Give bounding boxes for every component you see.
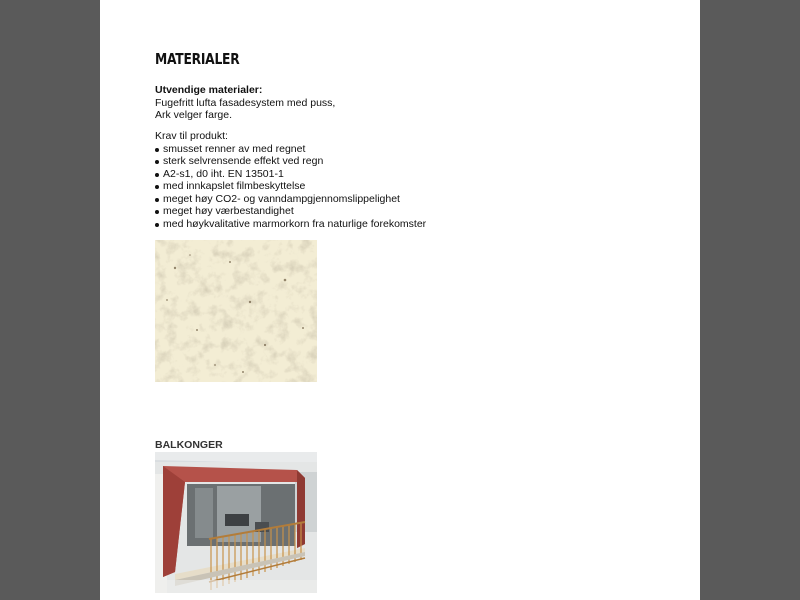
requirements-list-item: A2-s1, d0 iht. EN 13501-1 <box>155 168 426 181</box>
plaster-texture-graphic <box>155 240 317 382</box>
plaster-texture-image <box>155 240 317 382</box>
requirements-list-item: meget høy værbestandighet <box>155 205 426 218</box>
requirements-list-item: med innkapslet filmbeskyttelse <box>155 180 426 193</box>
requirements-list <box>155 143 426 231</box>
page-title: MATERIALER <box>155 50 240 68</box>
exterior-materials-line: Fugefritt lufta fasadesystem med puss, <box>155 96 336 109</box>
balcony-render-graphic <box>155 452 317 593</box>
requirements-block <box>155 130 426 230</box>
requirements-list-item: sterk selvrensende effekt ved regn <box>155 155 426 168</box>
requirements-list-item: meget høy CO2- og vanndampgjennomslippelighet <box>155 193 426 206</box>
document-page <box>100 0 700 600</box>
requirements-list-item: smusset renner av med regnet <box>155 143 426 156</box>
exterior-materials-block <box>155 84 335 122</box>
balcony-render-image <box>155 452 317 593</box>
requirements-list-item: med høykvalitative marmorkorn fra naturlige forekomster <box>155 218 426 231</box>
exterior-materials-line: Ark velger farge. <box>155 109 233 121</box>
requirements-heading: Krav til produkt: <box>155 130 228 142</box>
exterior-materials-heading: Utvendige materialer: <box>155 84 263 96</box>
balconies-heading: BALKONGER <box>155 439 223 451</box>
